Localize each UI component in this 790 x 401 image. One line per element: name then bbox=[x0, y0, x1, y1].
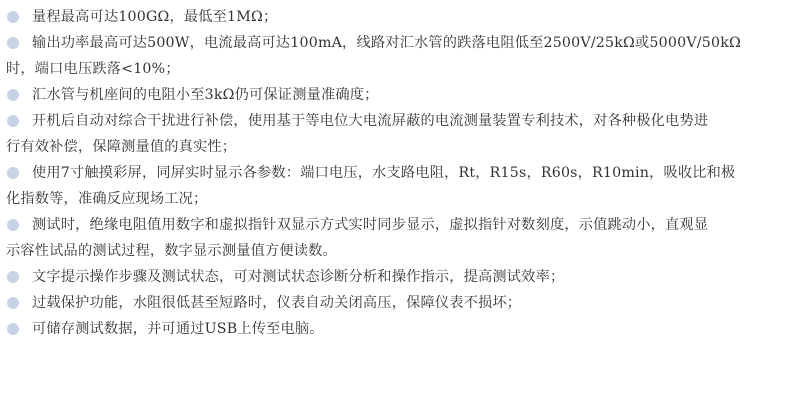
feature-text-line2: 化指数等，准确反应现场工况； bbox=[6, 191, 208, 207]
feature-item bbox=[6, 264, 784, 290]
feature-text: 文字提示操作步骤及测试状态，可对测试状态诊断分析和操作指示，提高测试效率； bbox=[32, 269, 565, 285]
feature-text-line1: 开机后自动对综合干扰进行补偿，使用基于等电位大电流屏蔽的电流测量装置专利技术，对各种极化电势进 bbox=[32, 113, 709, 129]
bullet-dot-icon bbox=[7, 11, 19, 23]
bullet-dot-icon bbox=[7, 89, 19, 101]
feature-text-line2: 示容性试品的测试过程，数字显示测量值方便读数。 bbox=[6, 243, 337, 259]
feature-item bbox=[6, 290, 784, 316]
bullet-dot-icon bbox=[7, 297, 19, 309]
feature-item bbox=[6, 108, 784, 160]
feature-text: 过载保护功能，水阻很低甚至短路时，仪表自动关闭高压，保障仪表不损坏； bbox=[32, 295, 522, 311]
feature-text: 可储存测试数据，并可通过USB上传至电脑。 bbox=[32, 321, 324, 337]
feature-text-line1: 输出功率最高可达500W，电流最高可达100mA，线路对汇水管的跌落电阻低至2500V/25kΩ或5000V/50kΩ bbox=[32, 35, 741, 51]
bullet-dot-icon bbox=[7, 219, 19, 231]
feature-item bbox=[6, 4, 784, 30]
feature-text: 汇水管与机座间的电阻小至3kΩ仍可保证测量准确度； bbox=[32, 87, 379, 103]
bullet-dot-icon bbox=[7, 167, 19, 179]
feature-text-line2: 行有效补偿，保障测量值的真实性； bbox=[6, 139, 237, 155]
feature-text-line1: 测试时，绝缘电阻值用数字和虚拟指针双显示方式实时同步显示，虚拟指针对数刻度，示值跳动小，直观显 bbox=[32, 217, 709, 233]
feature-item bbox=[6, 30, 784, 82]
bullet-dot-icon bbox=[7, 37, 19, 49]
bullet-dot-icon bbox=[7, 115, 19, 127]
feature-item bbox=[6, 82, 784, 108]
feature-item bbox=[6, 316, 784, 342]
bullet-dot-icon bbox=[7, 323, 19, 335]
feature-list bbox=[6, 4, 784, 342]
bullet-dot-icon bbox=[7, 271, 19, 283]
feature-item bbox=[6, 212, 784, 264]
feature-item bbox=[6, 160, 784, 212]
feature-text: 量程最高可达100GΩ，最低至1MΩ； bbox=[32, 9, 278, 25]
feature-text-line1: 使用7寸触摸彩屏，同屏实时显示各参数：端口电压，水支路电阻，Rt，R15s，R60s，R10min，吸收比和极 bbox=[32, 165, 736, 181]
feature-text-line2: 时，端口电压跌落<10%； bbox=[6, 61, 180, 77]
